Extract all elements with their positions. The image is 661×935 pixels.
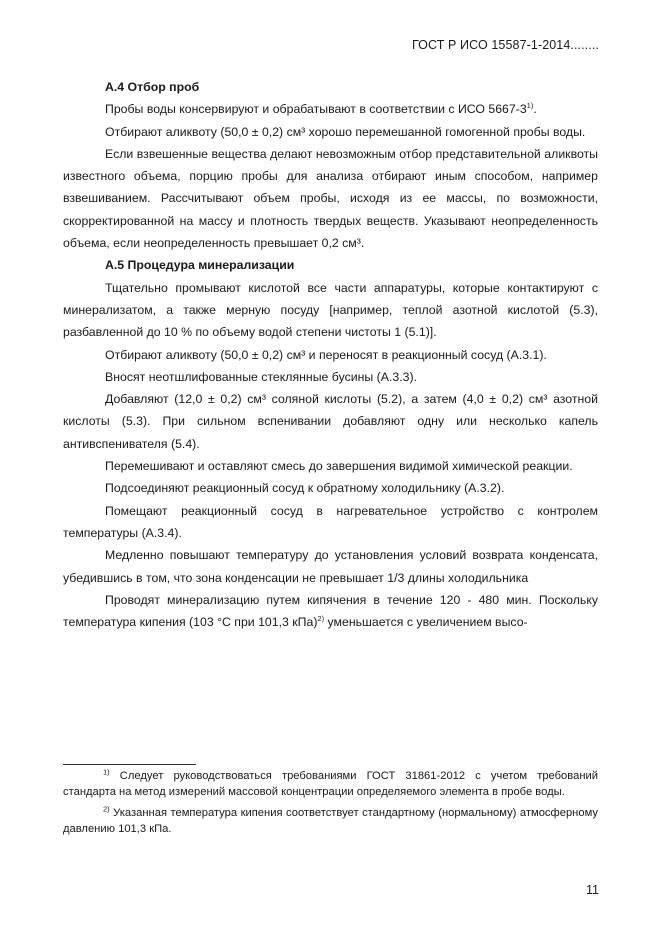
paragraph: Отбирают аликвоту (50,0 ± 0,2) см³ хорошо перемешанной гомогенной пробы воды. [105,124,586,139]
footnotes [63,768,598,842]
document-body [63,76,598,633]
footnote-1: $^{1)}$ Следует руководствоваться требованиями ГОСТ 31861-2012 с учетом требований стандарта на метод измерений массовой концентрации определяемого элемента в пробе воды. [63,767,598,798]
paragraph: Если взвешенные вещества делают невозможным отбор представительной аликвоты известного объема, порцию пробы для анализа отбирают иным способом, например взвешиванием. Рассчитывают объем пробы, исходя из ее массы, по возможности, скорректированной на массу и плотность твердых веществ. Указывают неопределенность объема, если неопределенность превышает 0,2 см³. [63,146,598,251]
page-number: 11 [586,883,599,897]
footnote-divider [63,764,196,765]
paragraph: Вносят неотшлифованные стеклянные бусины (А.3.3). [105,369,417,384]
footnote-ref-1: 1) [526,101,534,111]
paragraph: Отбирают аликвоту (50,0 ± 0,2) см³ и переносят в реакционный сосуд (А.3.1). [105,347,547,362]
paragraph: Тщательно промывают кислотой все части аппаратуры, которые контактируют с минерализатом, а также мерную посуду [например, теплой азотной кислотой (5.3), разбавленной до 10 % по объему водой степени чистоты 1 (5.1)]. [63,280,598,340]
footnote-ref-2: 2) [317,614,325,624]
paragraph: Пробы воды консервируют и обрабатывают в соответствии с ИСО 5667-3$^{1)}$. [105,101,537,117]
section-heading-a5: А.5 Процедура минерализации [105,258,295,273]
document-header: ГОСТ Р ИСО 15587-1-2014........ [412,38,599,52]
paragraph: Перемешивают и оставляют смесь до завершения видимой химической реакции. [105,459,573,474]
paragraph: Помещают реакционный сосуд в нагревательное устройство с контролем температуры (А.3.4). [63,503,598,540]
section-heading-a4: А.4 Отбор проб [105,80,200,94]
paragraph: Добавляют (12,0 ± 0,2) см³ соляной кислоты (5.2), а затем (4,0 ± 0,2) см³ азотной кислоты (5.3). При сильном вспенивании добавляют одну или несколько капель антивспенивателя (5.4). [63,392,598,451]
paragraph: Проводят минерализацию путем кипячения в течение 120 - 480 мин. Поскольку температура кипения (103 °С при 101,3 кПа)$^{2)}$ уменьшается с увеличением высо- [63,592,598,630]
paragraph: Подсоединяют реакционный сосуд к обратному холодильнику (А.3.2). [105,481,505,496]
paragraph: Медленно повышают температуру до установления условий возврата конденсата, убедившись в том, что зона конденсации не превышает 1/3 длины холодильника [63,548,598,585]
footnote-2: $^{2)}$ Указанная температура кипения соответствует стандартному (нормальному) атмосферному давлению 101,3 кПа. [63,804,598,835]
